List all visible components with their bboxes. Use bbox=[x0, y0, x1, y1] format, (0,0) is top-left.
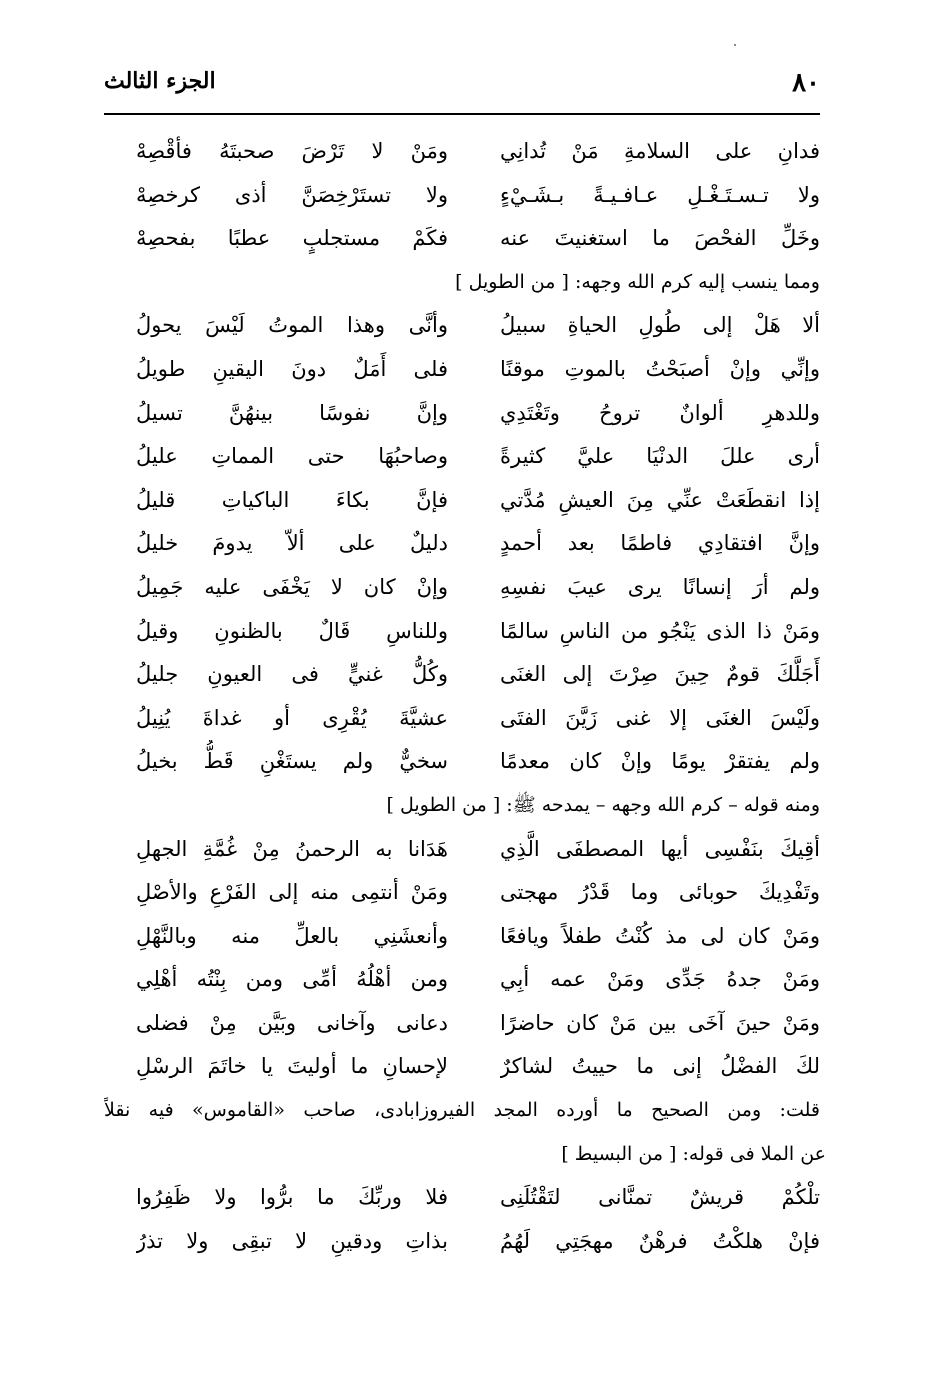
verse-first-hemistich: ولم يفتقرْ يومًا وإنْ كان معدمًا bbox=[500, 749, 820, 774]
verse-second-hemistich: ومَنْ لا تَرْضَ صحبتَهُ فأقْصِهْ bbox=[136, 139, 448, 163]
verse-second-hemistich: وكُلُّ غنيٍّ فى العيونِ جليلُ bbox=[136, 662, 448, 687]
poem-introduction bbox=[104, 784, 820, 828]
verse-first-hemistich: فدانِ على السلامةِ مَنْ تُدانِي bbox=[500, 139, 820, 163]
verse-first-hemistich: تلْكُمْ قريشٌ تمنَّانى لتَقْتُلَنِى bbox=[500, 1185, 820, 1210]
verse-second-hemistich: وأنعشَنِي بالعلِّ منه وبالنَّهْلِ bbox=[136, 923, 448, 948]
verse-second-hemistich: فلى أَمَلٌ دونَ اليقينِ طويلُ bbox=[136, 356, 448, 381]
verse-first-hemistich: أرى عللَ الدنْيَا عليَّ كثيرةً bbox=[500, 444, 820, 469]
verse bbox=[104, 610, 820, 654]
verse bbox=[104, 740, 820, 784]
verse-second-hemistich: وصاحبُهَا حتى المماتِ عليلُ bbox=[136, 444, 448, 469]
verse bbox=[104, 1045, 820, 1089]
verse bbox=[104, 479, 820, 523]
intro-text: ومنه قوله – كرم الله وجهه – يمدحه ﷺ: [ من الطويل ] bbox=[386, 793, 820, 816]
verse bbox=[104, 304, 820, 348]
verse bbox=[104, 1002, 820, 1046]
verse-second-hemistich: فإنَّ بكاءَ الباكياتِ قليلُ bbox=[136, 487, 448, 512]
verse-second-hemistich: ومن أهْلُهُ أمِّى ومن بِنْتُه أهْلِي bbox=[136, 967, 448, 992]
verse-second-hemistich: وأنَّى وهذا الموتُ لَيْسَ يحولُ bbox=[136, 313, 448, 338]
verse-first-hemistich: أقِيكَ بنَفْسِى أيها المصطفَى الَّذِي bbox=[500, 836, 820, 861]
verse bbox=[104, 130, 820, 174]
verse-first-hemistich: وإنِّي وإنْ أصبَحْتُ بالموتِ موقنًا bbox=[500, 356, 820, 381]
poem-introduction bbox=[104, 261, 820, 305]
verse bbox=[104, 915, 820, 959]
verse bbox=[104, 871, 820, 915]
verse bbox=[104, 1176, 820, 1220]
running-title: الجزء الثالث bbox=[104, 68, 216, 94]
verse-second-hemistich: فكَمْ مستجلبٍ عطبًا بفحصِهْ bbox=[136, 226, 448, 251]
verse-first-hemistich: ومَنْ جدهُ جَدِّى ومَنْ عمه أبِي bbox=[500, 967, 820, 992]
intro-text: عن الملا فى قوله: [ من البسيط ] bbox=[561, 1142, 826, 1165]
verse-first-hemistich: ومَنْ ذا الذى يَنْجُو من الناسِ سالمًا bbox=[500, 618, 820, 643]
poem-introduction bbox=[104, 1133, 826, 1177]
verse-second-hemistich: وإنْ كان لا يَخْفَى عليه جَمِيلُ bbox=[136, 574, 448, 599]
verse-second-hemistich: ومَنْ أنتمِى منه إلى الفَرْعِ والأصْلِ bbox=[136, 880, 448, 905]
verse-first-hemistich: أَجَلَّكَ قومٌ حِينَ صِرْتَ إلى الغنَى bbox=[500, 662, 820, 687]
verse-first-hemistich: إذا انقطَعَتْ عنِّي مِنَ العيشِ مُدَّتي bbox=[500, 487, 820, 512]
verse-second-hemistich: لإحسانِ ما أوليتَ يا خاتَمَ الرسْلِ bbox=[136, 1054, 448, 1079]
verse-first-hemistich: ولا تـسـتَـغْـلِ عـافـيـةً بـشَـيْءٍ bbox=[500, 182, 820, 207]
verse-second-hemistich: ولا تستَرْخِصَنَّ أذى كرخصِهْ bbox=[136, 182, 448, 207]
page-header bbox=[104, 66, 820, 106]
verse bbox=[104, 653, 820, 697]
page-number: ٨٠ bbox=[792, 68, 820, 98]
verse-second-hemistich: وإنَّ نفوسًا بينهُنَّ تسيلُ bbox=[136, 400, 448, 425]
verse bbox=[104, 217, 820, 261]
verse-second-hemistich: وللناسِ قَالٌ بالظنونِ وقيلُ bbox=[136, 618, 448, 643]
verse-first-hemistich: ولَيْسَ الغنَى إلا غنى زَيَّنَ الفتَى bbox=[500, 705, 820, 730]
verse-first-hemistich: ألا هَلْ إلى طُولِ الحياةِ سبيلُ bbox=[500, 313, 820, 338]
verse bbox=[104, 1220, 820, 1264]
stray-dot bbox=[734, 44, 736, 46]
verse-first-hemistich: فإنْ هلكْتُ فرهْنٌ مهجَتِي لَهُمُ bbox=[500, 1228, 820, 1253]
verse bbox=[104, 566, 820, 610]
verse-second-hemistich: هَدَانا به الرحمنُ مِنْ غُمَّةِ الجهلِ bbox=[136, 836, 448, 861]
verse-second-hemistich: بذاتِ ودقينِ لا تبقِى ولا تذرُ bbox=[136, 1228, 448, 1253]
verse-second-hemistich: دعانى وآخانى وبَيَّن مِنْ فضلى bbox=[136, 1010, 448, 1035]
verse bbox=[104, 697, 820, 741]
verse bbox=[104, 522, 820, 566]
verse-first-hemistich: ومَنْ كان لى مذ كُنْتُ طفلاً ويافعًا bbox=[500, 923, 820, 948]
intro-text: ومما ينسب إليه كرم الله وجهه: [ من الطويل ] bbox=[455, 270, 820, 293]
verse bbox=[104, 958, 820, 1002]
page-body bbox=[104, 130, 826, 1263]
verse-first-hemistich: وللدهرِ ألوانٌ تروحُ وتَغْتَدِي bbox=[500, 400, 820, 425]
verse-second-hemistich: دليلٌ على ألاّ يدومَ خليلُ bbox=[136, 531, 448, 556]
verse bbox=[104, 392, 820, 436]
header-rule bbox=[104, 113, 820, 115]
verse-first-hemistich: ومَنْ حينَ آخَى بين مَنْ كان حاضرًا bbox=[500, 1010, 820, 1035]
verse bbox=[104, 174, 820, 218]
verse-second-hemistich: سخيٌّ ولم يستَغْنِ قَطُّ بخيلُ bbox=[136, 749, 448, 774]
verse-first-hemistich: وإنَّ افتقادِي فاطمًا بعد أحمدٍ bbox=[500, 531, 820, 556]
verse bbox=[104, 348, 820, 392]
verse-first-hemistich: وخَلِّ الفحْصَ ما استغنيتَ عنه bbox=[500, 226, 820, 251]
verse bbox=[104, 435, 820, 479]
verse bbox=[104, 828, 820, 872]
verse-first-hemistich: ولم أرَ إنسانًا يرى عيبَ نفسِهِ bbox=[500, 574, 820, 599]
verse-first-hemistich: وتَفْدِيكَ حوبائى وما قَدْرُ مهجتى bbox=[500, 880, 820, 905]
prose-text: قلت: ومن الصحيح ما أورده المجد الفيروزابادى، صاحب «القاموس» فيه نقلاً bbox=[104, 1099, 820, 1122]
verse-second-hemistich: عشيَّةَ يُقْرِى أو غداةَ يُنِيلُ bbox=[136, 705, 448, 730]
verse-first-hemistich: لكَ الفضْلُ إنى ما حييتُ لشاكرٌ bbox=[500, 1054, 820, 1079]
verse-second-hemistich: فلا وربِّكَ ما برُّوا ولا ظَفِرُوا bbox=[136, 1185, 448, 1210]
prose-paragraph-line bbox=[104, 1089, 820, 1133]
